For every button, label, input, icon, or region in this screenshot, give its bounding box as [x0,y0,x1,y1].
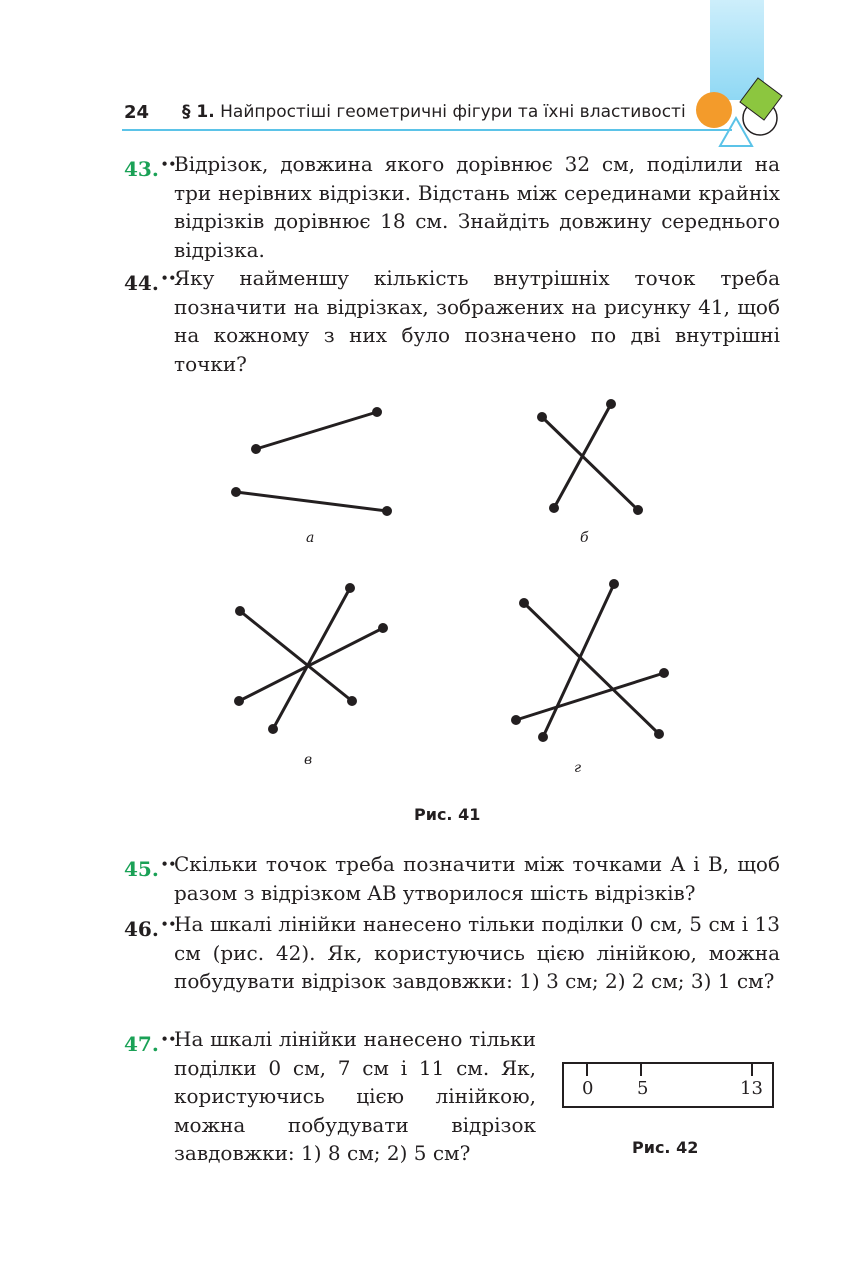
problem-text: Відрізок, довжина якого дорівнює 32 см, поділили на три нерівних відрізки. Відстань між серединами крайніх відрізків дорівнює 18 см. Знайдіть довжину середнього відрізка. [174,152,780,262]
problem-number: 47. •• [124,1032,177,1056]
problem-number: 46. •• [124,917,177,941]
page-number: 24 [124,102,150,123]
ruler-tick-label: 0 [582,1078,594,1099]
figure-41-b [539,401,642,514]
problem-text: Яку найменшу кількість внутрішніх точок треба позначити на відрізках, зображених на рисунку 41, щоб на кожному з них було позначено по дві внутрішні точки? [174,266,780,376]
section-title: Найпростіші геометричні фігури та їхні властивості [220,102,686,122]
problem-45 [124,850,780,907]
figure-41-caption: Рис. 41 [414,805,481,824]
section-label: § 1. [182,102,215,122]
ruler-tick-label: 13 [740,1078,763,1099]
problem-text: Скільки точок треба позначити між точками A і B, щоб разом з відрізком AB утворилося шість відрізків? [174,852,780,905]
problem-number: 44. •• [124,271,177,295]
problem-text: На шкалі лінійки нанесено тільки поділки 0 см, 5 см і 13 см (рис. 42). Як, користуючись цією лінійкою, можна побудувати відрізок завдовжки: 1) 3 см; 2) 2 см; 3) 1 см? [174,912,780,993]
figure-41-label-v: в [304,752,313,768]
ruler-tick-label: 5 [637,1078,649,1099]
figure-42-caption: Рис. 42 [632,1138,699,1157]
figure-41-label-b: б [580,530,589,546]
problem-number: 45. •• [124,857,177,881]
problem-46 [124,910,780,996]
problem-text: На шкалі лінійки нанесено тільки поділки 0 см, 7 см і 11 см. Як, користуючись цією лінійкою, можна побудувати відрізок завдовжки: 1) 8 см; 2) 5 см? [174,1027,536,1165]
figure-41-a [233,409,391,515]
ruler [562,1062,774,1108]
ruler-tick [640,1062,642,1076]
ruler-tick [586,1062,588,1076]
figure-41-g [513,581,668,741]
figure-41-label-a: а [306,530,315,546]
ruler-tick [751,1062,753,1076]
figure-41-label-g: г [574,760,582,776]
problem-number: 43. •• [124,157,177,181]
figure-41-v [236,585,387,733]
